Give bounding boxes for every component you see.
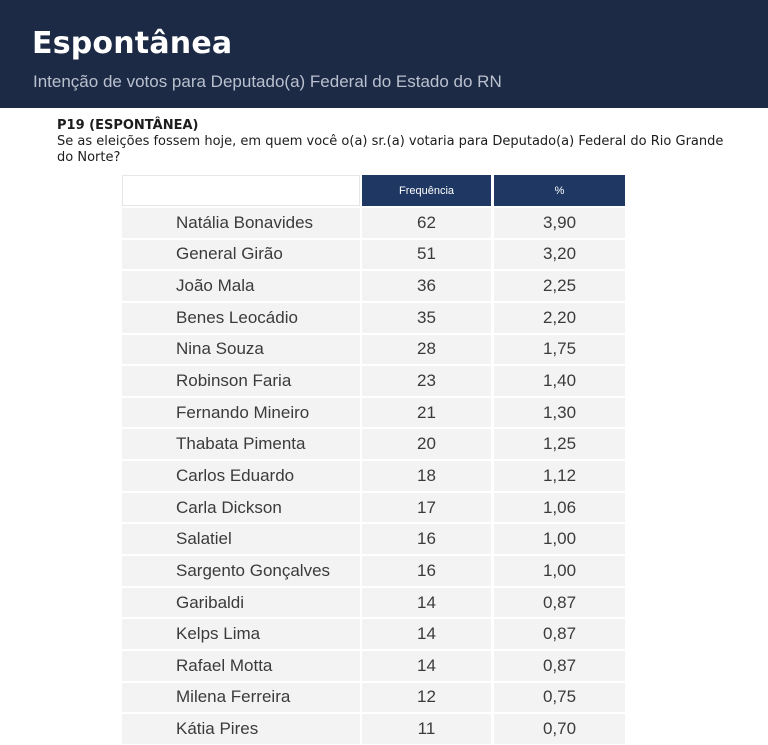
table-header — [122, 175, 627, 207]
table-row — [122, 302, 627, 334]
candidate-name: Carlos Eduardo — [122, 461, 360, 491]
frequency-cell: 18 — [362, 461, 491, 491]
frequency-cell: 16 — [362, 556, 491, 586]
candidate-name: Sargento Gonçalves — [122, 556, 360, 586]
percent-cell: 3,90 — [494, 208, 625, 238]
percent-cell: 0,87 — [494, 619, 625, 649]
frequency-cell: 20 — [362, 429, 491, 459]
frequency-cell: 21 — [362, 398, 491, 428]
column-header-percent: % — [494, 175, 625, 206]
frequency-cell: 36 — [362, 271, 491, 301]
candidate-name: Milena Ferreira — [122, 683, 360, 713]
candidate-name: Garibaldi — [122, 588, 360, 618]
frequency-cell: 62 — [362, 208, 491, 238]
frequency-cell: 17 — [362, 493, 491, 523]
table-row — [122, 428, 627, 460]
table-row — [122, 207, 627, 239]
page-title: Espontânea — [32, 26, 233, 61]
table-row — [122, 492, 627, 524]
frequency-cell: 11 — [362, 714, 491, 744]
table-row — [122, 682, 627, 714]
percent-cell: 1,00 — [494, 524, 625, 554]
question-id: P19 (ESPONTÂNEA) — [57, 118, 199, 133]
header-blank-cell — [122, 175, 360, 206]
candidate-name: Kelps Lima — [122, 619, 360, 649]
percent-cell: 0,87 — [494, 651, 625, 681]
candidate-name: Kátia Pires — [122, 714, 360, 744]
candidate-name: Salatiel — [122, 524, 360, 554]
candidate-name: Nina Souza — [122, 335, 360, 365]
frequency-cell: 23 — [362, 366, 491, 396]
candidate-name: Robinson Faria — [122, 366, 360, 396]
percent-cell: 3,20 — [494, 240, 625, 270]
table-row — [122, 239, 627, 271]
percent-cell: 1,06 — [494, 493, 625, 523]
table-row — [122, 618, 627, 650]
candidate-name: Rafael Motta — [122, 651, 360, 681]
table-row — [122, 713, 627, 745]
page-subtitle: Intenção de votos para Deputado(a) Federal do Estado do RN — [33, 72, 502, 91]
frequency-cell: 28 — [362, 335, 491, 365]
table-row — [122, 365, 627, 397]
frequency-cell: 14 — [362, 588, 491, 618]
table-row — [122, 650, 627, 682]
percent-cell: 1,00 — [494, 556, 625, 586]
table-row — [122, 587, 627, 619]
frequency-cell: 51 — [362, 240, 491, 270]
percent-cell: 1,40 — [494, 366, 625, 396]
question-text: Se as eleições fossem hoje, em quem você o(a) sr.(a) votaria para Deputado(a) Federal do Rio Grande do Norte? — [57, 134, 724, 165]
table-row — [122, 270, 627, 302]
percent-cell: 0,75 — [494, 683, 625, 713]
table-body — [122, 207, 627, 745]
percent-cell: 1,30 — [494, 398, 625, 428]
percent-cell: 1,12 — [494, 461, 625, 491]
candidate-name: Thabata Pimenta — [122, 429, 360, 459]
percent-cell: 0,70 — [494, 714, 625, 744]
frequency-cell: 14 — [362, 619, 491, 649]
table-row — [122, 334, 627, 366]
results-table — [122, 175, 627, 745]
percent-cell: 1,25 — [494, 429, 625, 459]
percent-cell: 2,20 — [494, 303, 625, 333]
percent-cell: 2,25 — [494, 271, 625, 301]
candidate-name: General Girão — [122, 240, 360, 270]
column-header-frequency: Frequência — [362, 175, 491, 206]
frequency-cell: 12 — [362, 683, 491, 713]
candidate-name: Natália Bonavides — [122, 208, 360, 238]
frequency-cell: 35 — [362, 303, 491, 333]
table-row — [122, 523, 627, 555]
table-row — [122, 460, 627, 492]
candidate-name: Fernando Mineiro — [122, 398, 360, 428]
candidate-name: Carla Dickson — [122, 493, 360, 523]
table-row — [122, 397, 627, 429]
percent-cell: 1,75 — [494, 335, 625, 365]
frequency-cell: 14 — [362, 651, 491, 681]
percent-cell: 0,87 — [494, 588, 625, 618]
candidate-name: João Mala — [122, 271, 360, 301]
candidate-name: Benes Leocádio — [122, 303, 360, 333]
frequency-cell: 16 — [362, 524, 491, 554]
page-header — [0, 0, 768, 108]
table-row — [122, 555, 627, 587]
